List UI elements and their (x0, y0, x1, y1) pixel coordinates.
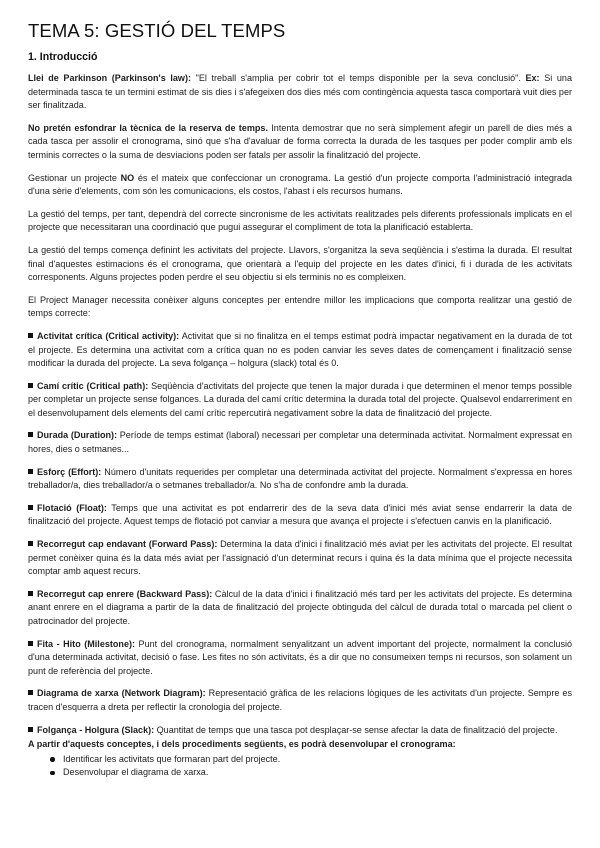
concept-description: Representació gràfica de les relacions lògiques de les activitats d'un projecte. Sempre es tracen d'esquerra a dreta per reflectir la cronologia del projecte. (28, 688, 572, 712)
time-reserve-lead: No pretén esfondrar la tècnica de la reserva de temps. (28, 122, 268, 133)
concept-term: Fita - Hito (Milestone): (37, 638, 136, 649)
square-bullet-icon (28, 469, 33, 474)
square-bullet-icon (28, 541, 33, 546)
bullet-dot-icon (50, 757, 55, 762)
paragraph-time-definition: La gestió del temps comença definint les activitats del projecte. Llavors, s'organitza la seva seqüència i s'estima la durada. El resultat final d'aquestes estimacions és el cronograma, que orientarà a l'equip del projecte en les dates d'inici, fi i durada de les activitats corresponents. Alguns projectes poden perdre el seu objectiu si els terminis no es compleixen. (28, 244, 572, 283)
paragraph-parkinson (28, 72, 572, 113)
square-bullet-icon (28, 333, 33, 338)
concept-backward-pass (28, 588, 572, 629)
concept-milestone (28, 638, 572, 679)
section-heading: 1. Introducció (28, 51, 98, 63)
square-bullet-icon (28, 591, 33, 596)
closing-statement (28, 738, 572, 752)
bullet-dot-icon (50, 771, 55, 776)
list-item (50, 766, 572, 780)
time-reserve-text: Intenta demostrar que no serà simplement afegir un parell de dies més a cada tasca per assolir el cronograma, sinó que s'ha d'avaluar de forma correcta la durada de les tasques per poder complir amb els terminis correctes o la suma de desviacions poden ser fatals per assolir la finalització del projecte. (28, 122, 572, 160)
paragraph-project-manager: El Project Manager necessita conèixer alguns conceptes per entendre millor les implicacions que comporta realitzar una gestió de temps correcte: (28, 294, 572, 319)
list-item (50, 753, 572, 767)
paragraph-time-reserve (28, 122, 572, 163)
square-bullet-icon (28, 383, 33, 388)
parkinson-law-term: Llei de Parkinson (Parkinson's law): (28, 73, 191, 83)
project-management-text-b: és el mateix que confeccionar un cronograma. La gestió d'un projecte comporta l'administració integrada d'una sèrie d'elements, com són les comunicacions, els costos, l'abast i els recursos humans. (28, 172, 573, 197)
parkinson-law-quote: "El treball s'amplia per cobrir tot el temps disponible per la seva conclusió". (190, 73, 526, 83)
concept-description: Determina la data d'inici i finalització més aviat per les activitats del projecte. El resultat permet conèixer quina és la data més aviat per l'assignació d'un determinat recurs i quina és la data mínima que el projecte necessita comptar amb aquest recurs. (28, 539, 572, 577)
square-bullet-icon (28, 727, 33, 732)
concept-term: Activitat crítica (Critical activity): (37, 330, 180, 341)
no-emphasis: NO (120, 172, 135, 183)
parkinson-example-text: Si una determinada tasca te un termini estimat de sis dies i s'afegeixen dos dies més com contingència aquesta tasca comportarà vuit dies per ser finalitzada. (28, 73, 572, 111)
square-bullet-icon (28, 432, 33, 437)
square-bullet-icon (28, 505, 33, 510)
concept-forward-pass (28, 538, 572, 579)
concept-effort (28, 466, 572, 493)
concept-description: Període de temps estimat (laboral) necessari per completar una determinada activitat. Normalment expressat en hores, dies o setmanes... (28, 430, 572, 455)
concept-term: Folgança - Holgura (Slack): (37, 724, 155, 735)
square-bullet-icon (28, 641, 33, 646)
page-title: TEMA 5: GESTIÓ DEL TEMPS (28, 20, 286, 41)
concept-term: Esforç (Effort): (37, 466, 102, 477)
project-management-text-a: Gestionar un projecte (28, 172, 121, 183)
concept-slack (28, 724, 572, 738)
concept-term: Recorregut cap endavant (Forward Pass): (37, 539, 218, 550)
concept-description: Càlcul de la data d'inici i finalització més tard per les activitats del projecte. Es determina anant enrere en el diagrama a partir de la data de finalització del projecte obtinguda del càlcul de durada total o marcada pel client o patrocinador del projecte. (28, 588, 572, 626)
concept-term: Durada (Duration): (37, 430, 118, 441)
concept-duration (28, 429, 572, 456)
paragraph-time-sync: La gestió del temps, per tant, dependrà del correcte sincronisme de les activitats realitzades pels diferents professionals implicats en el projecte que necessitaran una coordinació que pugui assegurar el compliment de tota la planificació establerta. (28, 208, 572, 233)
concept-term: Flotació (Float): (37, 502, 107, 513)
paragraph-project-management (28, 172, 572, 199)
concept-description: Activitat que si no finalitza en el temps estimat podrà impactar negativament en la durada de tot el projecte. Es determina una activitat com a crítica quan no es poden canviar les seves dates de començament i finalització sense modificar la durada del projecte. La seva folgança – holgura (slack) total és 0. (28, 330, 572, 369)
step-text: Desenvolupar el diagrama de xarxa. (63, 767, 209, 778)
concept-term: Camí crític (Critical path): (37, 380, 149, 391)
concept-float (28, 502, 572, 529)
concept-critical-path (28, 380, 572, 421)
example-label: Ex: (525, 73, 540, 83)
concept-description: Temps que una activitat es pot endarrerir des de la seva data d'inici més aviat sense endarrerir la data de finalització del projecte. Aquest temps de flotació pot canviar a mesura que avança el projecte i s'efectuen canvis en la planificació. (28, 502, 573, 527)
concept-description: Número d'unitats requerides per completar una determinada activitat del projecte. Normalment s'expressa en hores treballador/a, dies treballador/a o setmanes treballador/a. No s'ha de confondre amb la durada. (28, 466, 573, 491)
closing-text: A partir d'aquests conceptes, i dels procediments següents, es podrà desenvolupar el cronograma: (28, 739, 456, 750)
concept-critical-activity (28, 330, 572, 371)
concept-description: Punt del cronograma, normalment senyalitzant un advent important del projecte, normalment la conclusió d'una determinada activitat, decisió o fase. Les fites no són activitats, és a dir que no consumeixen temps ni recursos, son solament un punt de referència del projecte. (28, 638, 573, 676)
concept-term: Recorregut cap enrere (Backward Pass): (37, 588, 213, 599)
concept-description: Quantitat de temps que una tasca pot desplaçar-se sense afectar la data de finalització del projecte. (154, 724, 558, 735)
step-text: Identificar les activitats que formaran part del projecte. (63, 753, 281, 764)
concept-network-diagram (28, 687, 572, 714)
concept-description: Seqüència d'activitats del projecte que tenen la major durada i que determinen el menor temps possible per completar un projecte sense folgances. La durada del camí crític determina la durada total del projecte. Qualsevol endarreriment en el desenvolupament dels elements del camí crític repercutirà negativament sobre la data de finalització del projecte. (28, 380, 572, 418)
concept-term: Diagrama de xarxa (Network Diagram): (37, 688, 206, 699)
steps-list (28, 753, 572, 780)
square-bullet-icon (28, 690, 33, 695)
